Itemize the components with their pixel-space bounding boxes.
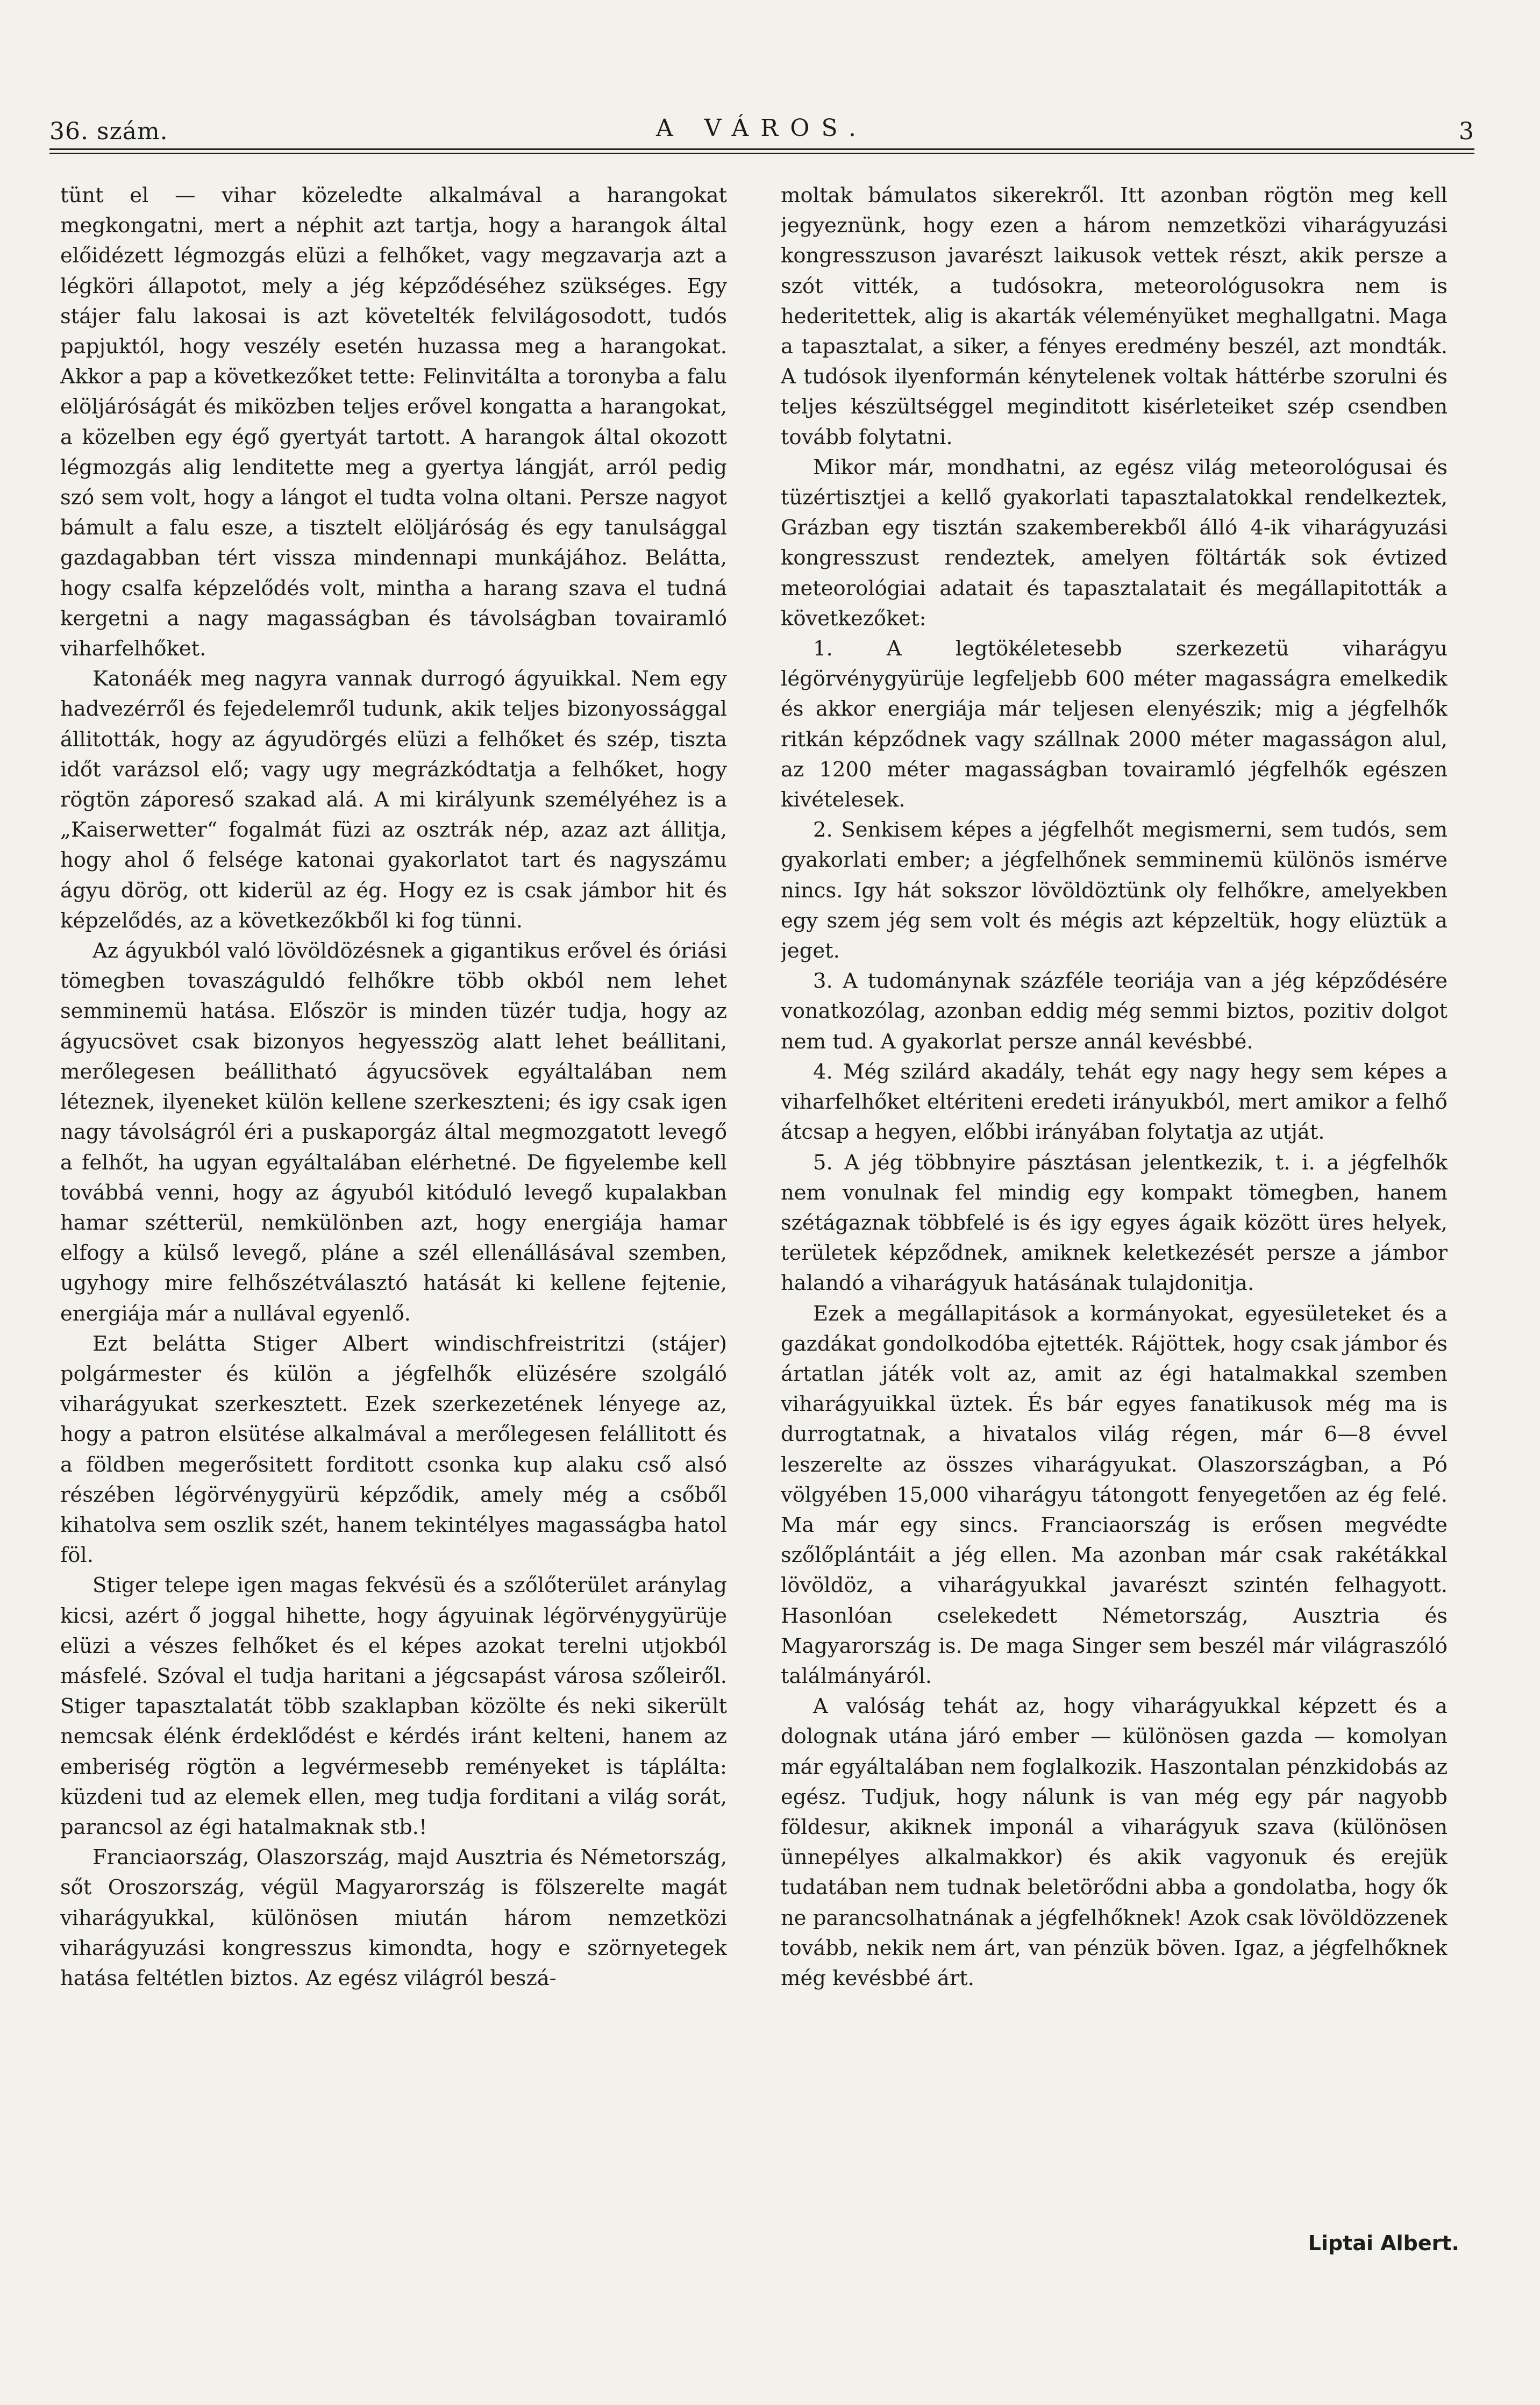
paragraph: tünt el — vihar közeledte alkalmával a harangokat megkongatni, mert a néphit azt tartja, hogy a harangok által előidézett légmozgás elüzi a felhőket, vagy megzavarja azt a légköri állapotot, mely a jég képződéséhez szükséges. Egy stájer falu lakosai is azt követelték felvilágosodott, tudós papjuktól, hogy veszély esetén huzassa meg a harangokat. Akkor a pap a következőket tette: Felinvitálta a toronyba a falu elöljáróságát és miközben teljes erővel kongatta a harangokat, a közelben egy égő gyertyát tartott. A harangok által okozott légmozgás alig lenditette meg a gyertya lángját, arról pedig szó sem volt, hogy a lángot el tudta volna oltani. Persze nagyot bámult a falu esze, a tisztelt elöljáróság és egy tanulsággal gazdagabban tért vissza mindennapi munkájához. Belátta, hogy csalfa képzelődés volt, mintha a harang szava el tudná kergetni a nagy magasságban és távolságban tovairamló viharfelhőket. [60,183,727,661]
header-rule-thin [49,153,1474,154]
paragraph: Ezek a megállapitások a kormányokat, egyesületeket és a gazdákat gondolkodóba ejtették. Rájöttek, hogy csak jámbor és ártatlan játék volt az, amit az égi hatalmakkal szemben viharágyuikkal üztek. És bár egyes fanatikusok még ma is durrogtatnak, a hivatalos világ régen, már 6—8 évvel leszerelte az összes viharágyukat. Olaszországban, a Pó völgyében 15,000 viharágyu tátongott fenyegetően az ég felé. Ma már egy sincs. Franciaország is erősen megvédte szőlőplántáit a jég ellen. Ma azonban már csak rakétákkal lövöldöz, a viharágyukkal javarészt szintén felhagyott. Hasonlóan cselekedett Németország, Ausztria és Magyarország is. De maga Singer sem beszél már világraszóló találmányáról. [781,1301,1448,1688]
publication-title: A VÁROS. [655,115,868,142]
paragraph: Franciaország, Olaszország, majd Ausztria és Németország, sőt Oroszország, végül Magyarország is fölszerelte magát viharágyukkal, különösen miután három nemzetközi viharágyuzási kongresszus kimondta, hogy e szörnyetegek hatása feltétlen biztos. Az egész világról beszá- [60,1845,727,1990]
page-header [49,108,1474,145]
paragraph: Katonáék meg nagyra vannak durrogó ágyuikkal. Nem egy hadvezérről és fejedelemről tudunk, akik teljes bizonyossággal állitották, hogy az ágyudörgés elüzi a felhőket és szép, tiszta időt varázsol elő; vagy ugy megrázkódtatja a felhőket, hogy rögtön záporeső szakad alá. A mi királyunk személyéhez is a „Kaiserwetter“ fogalmát füzi az osztrák nép, azaz azt állitja, hogy ahol ő felsége katonai gyakorlatot tart és nagyszámu ágyu dörög, ott kiderül az ég. Hogy ez is csak jámbor hit és képzelődés, az a következőkből ki fog tünni. [60,667,727,933]
paragraph: Az ágyukból való lövöldözésnek a gigantikus erővel és óriási tömegben tovaszáguldó felhőkre több okból nem lehet semminemü hatása. Először is minden tüzér tudja, hogy az ágyucsövet csak bizonyos hegyesszög alatt lehet beállitani, merőlegesen beállitható ágyucsövek egyáltalában nem léteznek, ilyeneket külön kellene szerkeszteni; és igy csak igen nagy távolságról éri a puskaporgáz által megmozgatott levegő a felhőt, ha ugyan egyáltalában elérhetné. De figyelembe kell továbbá venni, hogy az ágyuból kitóduló levegő kupalakban hamar szétterül, nemkülönben azt, hogy energiája hamar elfogy a külső levegő, pláne a szél ellenállásával szemben, ugyhogy mire felhőszétválasztó hatását ki kellene fejtenie, energiája már a nullával egyenlő. [60,939,727,1326]
paragraph: Mikor már, mondhatni, az egész világ meteorológusai és tüzértisztjei a kellő gyakorlati tapasztalatokkal rendelkeztek, Grázban egy tisztán szakemberekből álló 4-ik viharágyuzási kongresszust rendeztek, amelyen föltárták sok évtized meteorológiai adatait és tapasztalatait és megállapitották a következőket: [781,455,1448,631]
right-column [781,181,1448,2288]
numbered-finding: 5. A jég többnyire pásztásan jelentkezik, t. i. a jégfelhők nem vonulnak fel mindig egy kompakt tömegben, hanem szétágaznak többfelé is és igy egyes ágaik között üres helyek, területek képződnek, amiknek keletkezését persze a jámbor halandó a viharágyuk hatásának tulajdonitja. [781,1150,1448,1296]
issue-number: 36. szám. [49,118,168,145]
paragraph: Ezt belátta Stiger Albert windischfreistritzi (stájer) polgármester és külön a jégfelhők elüzésére szolgáló viharágyukat szerkesztett. Ezek szerkezetének lényege az, hogy a patron elsütése alkalmával a merőlegesen felállitott és a földben megerősitett forditott csonka kup alaku cső alsó részében légörvénygyürü képződik, amely még a csőből kihatolva sem oszlik szét, hanem tekintélyes magasságba hatol föl. [60,1331,727,1568]
numbered-finding: 2. Senkisem képes a jégfelhőt megismerni, sem tudós, sem gyakorlati ember; a jégfelhőnek semminemü különös ismérve nincs. Igy hát sokszor lövöldöztünk oly felhőkre, amelyekben egy szem jég sem volt és mégis azt képzeltük, hogy elüztük a jeget. [781,818,1448,964]
left-column [60,181,727,2288]
numbered-finding: 3. A tudománynak százféle teoriája van a jég képződésére vonatkozólag, azonban eddig még semmi biztos, pozitiv dolgot nem tud. A gyakorlat persze annál kevésbbé. [781,969,1448,1054]
paragraph: moltak bámulatos sikerekről. Itt azonban rögtön meg kell jegyeznünk, hogy ezen a három nemzetközi viharágyuzási kongresszuson javarészt laikusok vettek részt, akik persze a szót vitték, a tudósokra, meteorológusokra nem is hederitettek, alig is akarták véleményüket meghallgatni. Maga a tapasztalat, a siker, a fényes eredmény beszél, azt mondták. A tudósok ilyenformán kénytelenek voltak háttérbe szorulni és teljes készültséggel meginditott kisérleteiket szép csendben tovább folytatni. [781,183,1448,449]
page-number: 3 [1459,118,1474,145]
numbered-finding: 4. Még szilárd akadály, tehát egy nagy hegy sem képes a viharfelhőket eltériteni eredeti irányukból, mert amikor a felhő átcsap a hegyen, előbbi irányában folytatja az utját. [781,1059,1448,1145]
header-rule [49,148,1474,150]
paragraph: A valóság tehát az, hogy viharágyukkal képzett és a dolognak utána járó ember — különösen gazda — komolyan már egyáltalában nem foglalkozik. Haszontalan pénzkidobás az egész. Tudjuk, hogy nálunk is van még egy pár nagyobb földesur, akiknek imponál a viharágyuk szava (különösen ünnepélyes alkalmakkor) és akik vagyonuk és erejük tudatában nem tudnak beletörődni abba a gondolatba, hogy ők ne parancsolhatnának a jégfelhőknek! Azok csak lövöldözzenek tovább, nekik nem árt, van pénzük böven. Igaz, a jégfelhőknek még kevésbbé árt. [781,1694,1448,1990]
numbered-finding: 1. A legtökéletesebb szerkezetü viharágyu légörvénygyürüje legfeljebb 600 méter magasságra emelkedik és akkor energiája már teljesen elenyészik; mig a jégfelhők ritkán képződnek vagy szállnak 2000 méter magasságon alul, az 1200 méter magasságban tovairamló jégfelhők egészen kivételesek. [781,637,1448,812]
paragraph: Stiger telepe igen magas fekvésü és a szőlőterület aránylag kicsi, azért ő joggal hihette, hogy ágyuinak légörvénygyürüje elüzi a vészes felhőket és el képes azokat terelni utjokból másfelé. Szóval el tudja haritani a jégcsapást városa szőleiről. Stiger tapasztalatát több szaklapban közölte és neki sikerült nemcsak élénk érdeklődést e kérdés iránt kelteni, hanem az emberiség rögtön a legvérmesebb reményeket is táplálta: küzdeni tud az elemek ellen, meg tudja forditani a világ sorát, parancsol az égi hatalmaknak stb.! [60,1573,727,1839]
author-signature: Liptai Albert. [1308,2231,1459,2255]
